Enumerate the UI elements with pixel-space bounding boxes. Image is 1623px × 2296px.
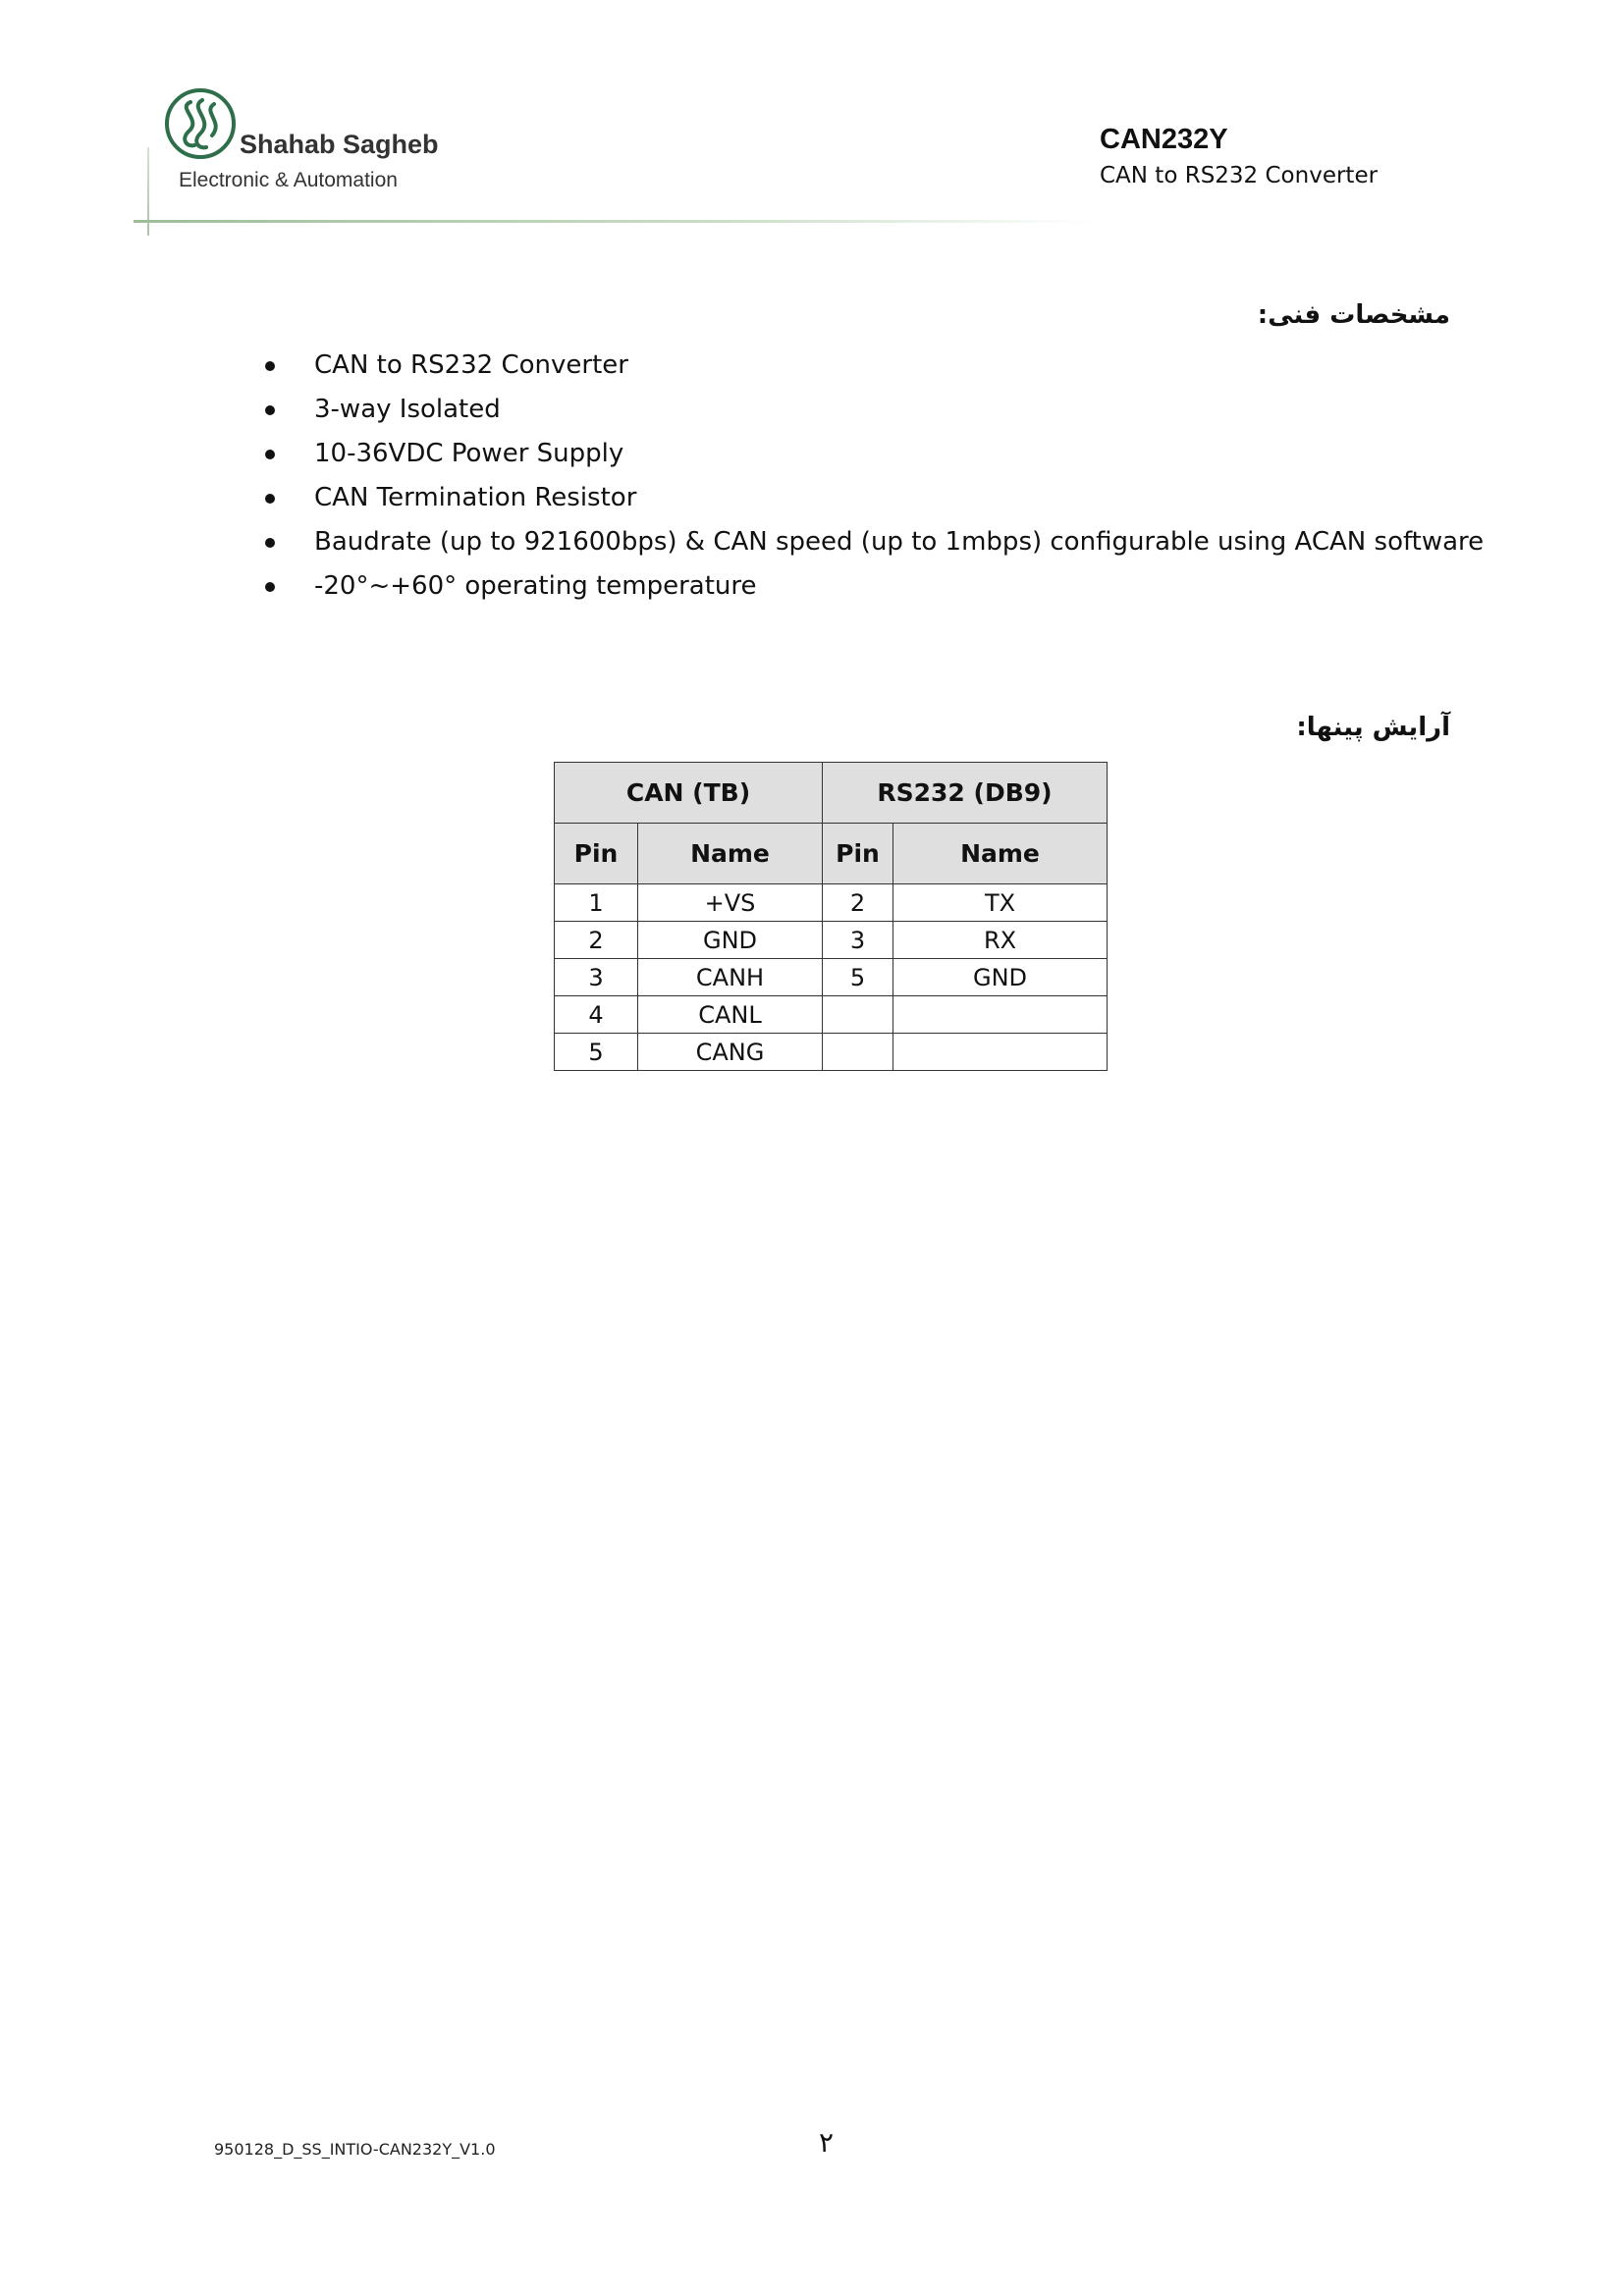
- bullet-icon: [265, 361, 275, 371]
- rs232-group-header: RS232 (DB9): [823, 763, 1108, 824]
- list-item: -20°~+60° operating temperature: [255, 564, 1484, 609]
- table-cell: TX: [893, 884, 1108, 922]
- list-item: CAN Termination Resistor: [255, 476, 1484, 520]
- table-row: [555, 922, 1108, 959]
- table-cell: 5: [823, 959, 893, 996]
- specs-heading: مشخصات فنی:: [1257, 300, 1450, 330]
- column-header: Name: [638, 824, 823, 884]
- table-cell: 2: [555, 922, 638, 959]
- page-number: ۲: [819, 2126, 835, 2159]
- table-row: [555, 884, 1108, 922]
- column-header: Pin: [823, 824, 893, 884]
- list-item: 3-way Isolated: [255, 388, 1484, 432]
- pin-table: [554, 762, 1108, 1071]
- column-header: Pin: [555, 824, 638, 884]
- company-subtitle: Electronic & Automation: [179, 169, 398, 191]
- company-name: Shahab Sagheb: [240, 130, 439, 159]
- header-horizontal-rule: [134, 220, 1096, 223]
- bullet-icon: [265, 450, 275, 459]
- table-cell: CANG: [638, 1034, 823, 1071]
- table-cell: CANH: [638, 959, 823, 996]
- can-group-header: CAN (TB): [555, 763, 823, 824]
- company-logo: [157, 86, 471, 204]
- table-row: [555, 996, 1108, 1034]
- table-row: [555, 959, 1108, 996]
- column-header: Name: [893, 824, 1108, 884]
- list-item: 10-36VDC Power Supply: [255, 432, 1484, 476]
- table-cell: +VS: [638, 884, 823, 922]
- table-cell: [893, 1034, 1108, 1071]
- table-cell: 5: [555, 1034, 638, 1071]
- table-cell: 3: [823, 922, 893, 959]
- bullet-icon: [265, 538, 275, 548]
- list-item: Baudrate (up to 921600bps) & CAN speed (up to 1mbps) configurable using ACAN software: [255, 520, 1484, 564]
- bullet-icon: [265, 494, 275, 504]
- bullet-icon: [265, 582, 275, 592]
- table-cell: 3: [555, 959, 638, 996]
- table-cell: [823, 1034, 893, 1071]
- product-code: CAN232Y: [1100, 124, 1228, 155]
- table-cell: [893, 996, 1108, 1034]
- shahab-sagheb-logo-icon: [163, 86, 238, 161]
- table-cell: 4: [555, 996, 638, 1034]
- pins-heading: آرایش پینها:: [1296, 713, 1450, 742]
- document-code: 950128_D_SS_INTIO-CAN232Y_V1.0: [214, 2140, 496, 2159]
- table-cell: 1: [555, 884, 638, 922]
- table-cell: [823, 996, 893, 1034]
- table-row: [555, 1034, 1108, 1071]
- table-cell: RX: [893, 922, 1108, 959]
- table-cell: GND: [893, 959, 1108, 996]
- table-cell: GND: [638, 922, 823, 959]
- specs-list: [255, 344, 1484, 609]
- table-cell: CANL: [638, 996, 823, 1034]
- table-cell: 2: [823, 884, 893, 922]
- product-description: CAN to RS232 Converter: [1100, 163, 1379, 188]
- table-column-header-row: [555, 824, 1108, 884]
- table-group-header-row: [555, 763, 1108, 824]
- list-item: CAN to RS232 Converter: [255, 344, 1484, 388]
- bullet-icon: [265, 405, 275, 415]
